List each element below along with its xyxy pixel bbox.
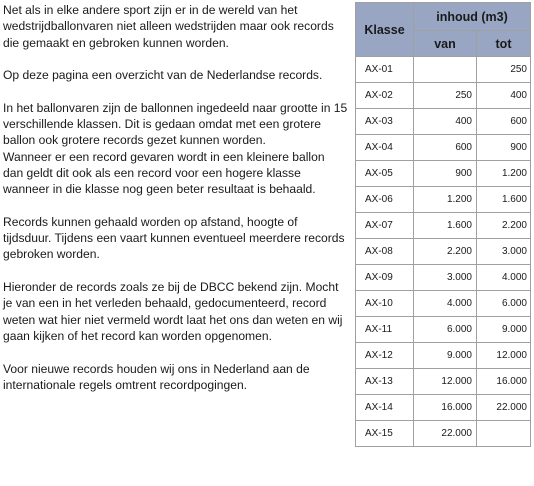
header-van: van <box>414 31 477 57</box>
header-inhoud: inhoud (m3) <box>414 3 531 31</box>
cell-van: 16.000 <box>414 395 477 421</box>
cell-tot: 3.000 <box>477 239 531 265</box>
cell-tot: 9.000 <box>477 317 531 343</box>
cell-tot: 2.200 <box>477 213 531 239</box>
paragraph-gap <box>3 198 348 214</box>
cell-tot: 4.000 <box>477 265 531 291</box>
intro-paragraph: In het ballonvaren zijn de ballonnen ingedeeld naar grootte in 15 verschillende klassen. Dit is gedaan omdat met een grotere ballon ook grotere records gezet kunnen worden. <box>3 100 348 148</box>
table-row <box>356 187 531 213</box>
cell-van: 600 <box>414 135 477 161</box>
cell-klasse: AX-13 <box>356 369 414 395</box>
table-row <box>356 317 531 343</box>
intro-paragraph: Wanneer er een record gevaren wordt in een kleinere ballon dan geldt dit ook als een record voor een hogere klasse wanneer in die klasse nog geen beter resultaat is behaald. <box>3 149 325 197</box>
cell-klasse: AX-07 <box>356 213 414 239</box>
header-tot: tot <box>477 31 531 57</box>
cell-van: 6.000 <box>414 317 477 343</box>
cell-tot: 1.200 <box>477 161 531 187</box>
cell-van: 1.600 <box>414 213 477 239</box>
cell-van: 1.200 <box>414 187 477 213</box>
cell-van: 400 <box>414 109 477 135</box>
intro-paragraph: Records kunnen gehaald worden op afstand, hoogte of tijdsduur. Tijdens een vaart kunnen eventueel meerdere records gebroken worden. <box>3 214 345 262</box>
intro-paragraph: Net als in elke andere sport zijn er in de wereld van het wedstrijdballonvaren niet alleen wedstrijden maar ook records die gemaakt en gebroken kunnen worden. <box>3 3 334 50</box>
cell-klasse: AX-01 <box>356 57 414 83</box>
cell-tot <box>477 421 531 447</box>
intro-paragraph: Hieronder de records zoals ze bij de DBCC bekend zijn. Mocht je van een in het verleden behaald, gedocumenteerd, record weten wat hier niet vermeld wordt laat het ons dan weten en wij gaan kijken of het record kan worden opgenomen. <box>3 280 343 343</box>
cell-van: 9.000 <box>414 343 477 369</box>
table-row <box>356 213 531 239</box>
paragraph-gap <box>3 344 348 360</box>
balloon-class-table <box>355 2 531 447</box>
cell-klasse: AX-10 <box>356 291 414 317</box>
table-row <box>356 291 531 317</box>
cell-klasse: AX-06 <box>356 187 414 213</box>
table-row <box>356 395 531 421</box>
intro-text <box>3 2 348 393</box>
cell-klasse: AX-14 <box>356 395 414 421</box>
cell-klasse: AX-03 <box>356 109 414 135</box>
cell-van: 250 <box>414 83 477 109</box>
cell-klasse: AX-12 <box>356 343 414 369</box>
intro-paragraph: Op deze pagina een overzicht van de Nederlandse records. <box>3 68 323 83</box>
cell-klasse: AX-09 <box>356 265 414 291</box>
table-row <box>356 265 531 291</box>
cell-tot: 900 <box>477 135 531 161</box>
cell-klasse: AX-11 <box>356 317 414 343</box>
cell-tot: 16.000 <box>477 369 531 395</box>
paragraph-gap <box>3 51 348 67</box>
cell-klasse: AX-04 <box>356 135 414 161</box>
header-klasse: Klasse <box>356 3 414 57</box>
cell-tot: 250 <box>477 57 531 83</box>
cell-van: 12.000 <box>414 369 477 395</box>
table-row <box>356 369 531 395</box>
cell-van <box>414 57 477 83</box>
cell-van: 3.000 <box>414 265 477 291</box>
paragraph-gap <box>3 83 348 99</box>
intro-paragraph: Voor nieuwe records houden wij ons in Nederland aan de internationale regels omtrent recordpogingen. <box>3 361 310 392</box>
cell-van: 2.200 <box>414 239 477 265</box>
cell-klasse: AX-02 <box>356 83 414 109</box>
cell-tot: 600 <box>477 109 531 135</box>
cell-tot: 6.000 <box>477 291 531 317</box>
cell-tot: 12.000 <box>477 343 531 369</box>
cell-van: 900 <box>414 161 477 187</box>
table-row <box>356 239 531 265</box>
cell-tot: 1.600 <box>477 187 531 213</box>
cell-van: 4.000 <box>414 291 477 317</box>
table-row <box>356 83 531 109</box>
cell-tot: 22.000 <box>477 395 531 421</box>
cell-van: 22.000 <box>414 421 477 447</box>
table-row <box>356 421 531 447</box>
table-row <box>356 109 531 135</box>
cell-klasse: AX-05 <box>356 161 414 187</box>
table-row <box>356 343 531 369</box>
table-row <box>356 135 531 161</box>
cell-klasse: AX-15 <box>356 421 414 447</box>
paragraph-gap <box>3 263 348 279</box>
table-row <box>356 57 531 83</box>
cell-tot: 400 <box>477 83 531 109</box>
cell-klasse: AX-08 <box>356 239 414 265</box>
table-row <box>356 161 531 187</box>
